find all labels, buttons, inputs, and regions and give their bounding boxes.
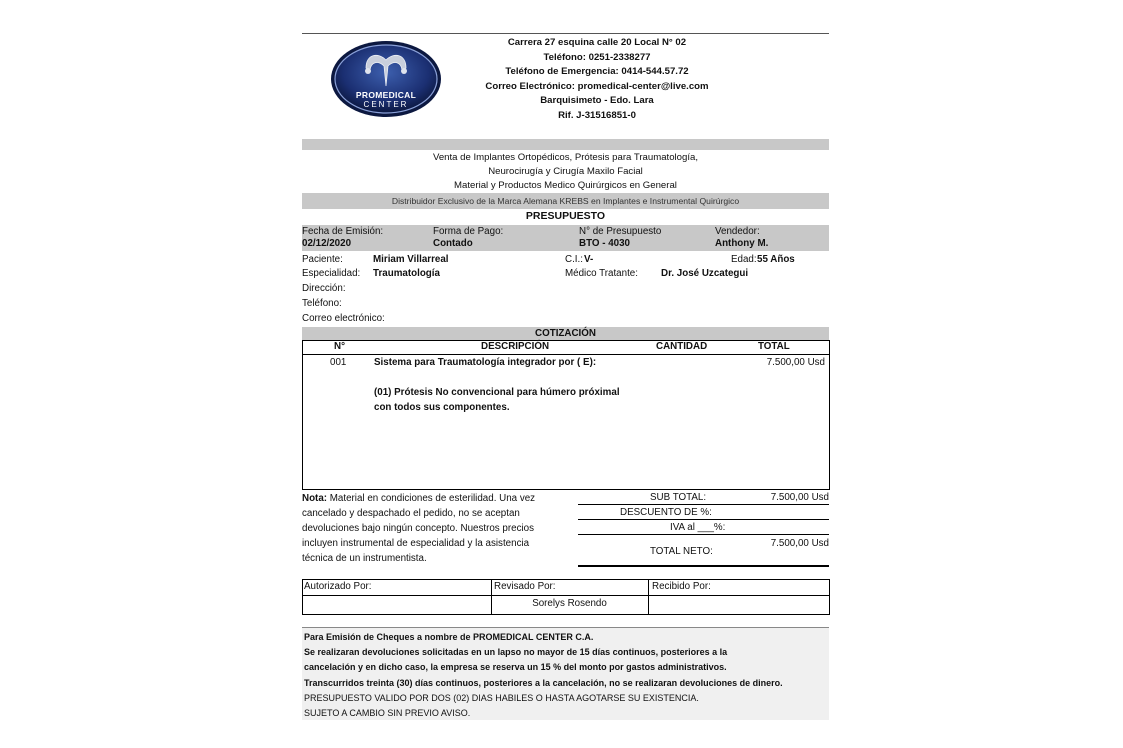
vendedor-label: Vendedor: <box>715 226 760 237</box>
subtotal-value: 7.500,00 Usd <box>770 492 829 503</box>
terms-footer <box>302 627 829 720</box>
correo-label: Correo electrónico: <box>302 313 385 324</box>
numero-value: BTO - 4030 <box>579 238 631 249</box>
item-detail: (01) Prótesis No convencional para húmero próximal <box>374 387 620 398</box>
note-label: Nota: <box>302 493 328 504</box>
ci-value: V- <box>584 254 594 265</box>
top-divider <box>302 33 829 34</box>
total-neto-label: TOTAL NETO: <box>650 546 713 557</box>
address-line: Correo Electrónico: promedical-center@live.com <box>485 80 709 92</box>
totals-line <box>578 565 829 567</box>
terms-line: cancelación y en dicho caso, la empresa se reserva un 15 % del monto por gastos administrativos. <box>304 662 727 673</box>
col-numero: N° <box>334 341 345 352</box>
col-total: TOTAL <box>758 341 790 352</box>
totals-line <box>578 519 829 520</box>
intro-line: Venta de Implantes Ortopédicos, Prótesis para Traumatología, <box>432 152 699 163</box>
address-line: Teléfono de Emergencia: 0414-544.57.72 <box>505 66 689 78</box>
quote-document <box>302 33 829 721</box>
table-header <box>303 341 829 355</box>
address-line: Teléfono: 0251-2338277 <box>543 51 651 63</box>
note-text: incluyen instrumental de especialidad y la asistencia <box>302 538 530 549</box>
items-table <box>302 340 830 490</box>
note-text: devoluciones bajo ningún concepto. Nuestros precios <box>302 523 535 534</box>
edad-label: Edad: <box>731 254 757 265</box>
numero-label: N° de Presupuesto <box>579 226 662 237</box>
intro-line: Material y Productos Medico Quirúrgicos en General <box>454 180 677 191</box>
descuento-label: DESCUENTO DE %: <box>620 507 712 518</box>
especialidad-value: Traumatología <box>373 268 440 279</box>
autorizado-label: Autorizado Por: <box>304 581 372 592</box>
pago-value: Contado <box>433 238 473 249</box>
company-address <box>472 36 722 124</box>
paciente-label: Paciente: <box>302 254 343 265</box>
terms-line: SUJETO A CAMBIO SIN PREVIO AVISO. <box>304 708 471 719</box>
especialidad-label: Especialidad: <box>302 268 361 279</box>
terms-line: Para Emisión de Cheques a nombre de PROMEDICAL CENTER C.A. <box>304 632 594 642</box>
company-intro <box>302 151 829 193</box>
item-description: Sistema para Traumatología integrador por ( E): <box>374 357 597 368</box>
document-title: PRESUPUESTO <box>525 210 606 222</box>
note-text: técnica de un instrumentista. <box>302 553 427 564</box>
grey-band <box>302 139 829 150</box>
revisado-value: Sorelys Rosendo <box>532 598 607 609</box>
distributor-banner: Distribuidor Exclusivo de la Marca Alemana KREBS en Implantes e Instrumental Quirúrgico <box>302 193 829 209</box>
item-total: 7.500,00 Usd <box>766 357 825 368</box>
col-cantidad: CANTIDAD <box>656 341 708 352</box>
total-neto-value: 7.500,00 Usd <box>770 538 829 549</box>
sign-divider <box>648 580 649 614</box>
totals-line <box>578 534 829 535</box>
address-line: Barquisimeto - Edo. Lara <box>540 95 654 107</box>
telefono-label: Teléfono: <box>302 298 342 309</box>
terms-line: PRESUPUESTO VALIDO POR DOS (02) DIAS HABILES O HASTA AGOTARSE SU EXISTENCIA. <box>304 692 699 703</box>
terms-line: Se realizaran devoluciones solicitadas en un lapso no mayor de 15 días continuos, posteriores a la <box>304 647 728 658</box>
pago-label: Forma de Pago: <box>433 226 504 237</box>
fecha-value: 02/12/2020 <box>302 238 352 249</box>
note-block <box>302 491 557 566</box>
revisado-label: Revisado Por: <box>494 581 556 592</box>
fecha-emision <box>302 226 383 250</box>
col-descripcion: DESCRIPCIÓN <box>481 341 550 352</box>
company-logo <box>330 40 442 118</box>
address-line: Rif. J-31516851-0 <box>558 109 636 121</box>
direccion-label: Dirección: <box>302 283 346 294</box>
note-text: cancelado y despachado el pedido, no se aceptan <box>302 508 520 519</box>
terms-line: Transcurridos treinta (30) días continuos, posteriores a la cancelación, no se realizaran devoluciones de dinero. <box>304 677 783 688</box>
vendedor <box>715 226 768 250</box>
totals-line <box>578 504 829 505</box>
medico-value: Dr. José Uzcategui <box>661 268 749 279</box>
intro-line: Neurocirugía y Cirugía Maxilo Facial <box>488 166 643 177</box>
ci-label: C.I.: <box>565 254 583 265</box>
medico-label: Médico Tratante: <box>565 268 638 279</box>
vendedor-value: Anthony M. <box>715 238 769 249</box>
forma-pago <box>433 226 503 250</box>
quote-meta <box>302 225 829 251</box>
iva-label: IVA al ___%: <box>670 522 726 533</box>
note-text: Material en condiciones de esterilidad. Una vez <box>327 493 536 504</box>
recibido-label: Recibido Por: <box>652 581 711 592</box>
edad-value: 55 Años <box>757 254 795 265</box>
fecha-label: Fecha de Emisión: <box>302 226 384 237</box>
item-detail: con todos sus componentes. <box>374 402 510 413</box>
sign-divider <box>303 595 829 596</box>
item-numero: 001 <box>330 357 347 368</box>
paciente-value: Miriam Villarreal <box>373 254 449 265</box>
numero-presupuesto <box>579 226 661 250</box>
address-line: Carrera 27 esquina calle 20 Local N° 02 <box>507 37 687 48</box>
logo-text-promedical: PROMEDICAL <box>355 90 417 100</box>
cotizacion-title: COTIZACIÓN <box>302 327 829 340</box>
logo-text-center: CENTER <box>363 100 409 109</box>
subtotal-label: SUB TOTAL: <box>650 492 707 503</box>
signatures-table <box>302 579 830 615</box>
